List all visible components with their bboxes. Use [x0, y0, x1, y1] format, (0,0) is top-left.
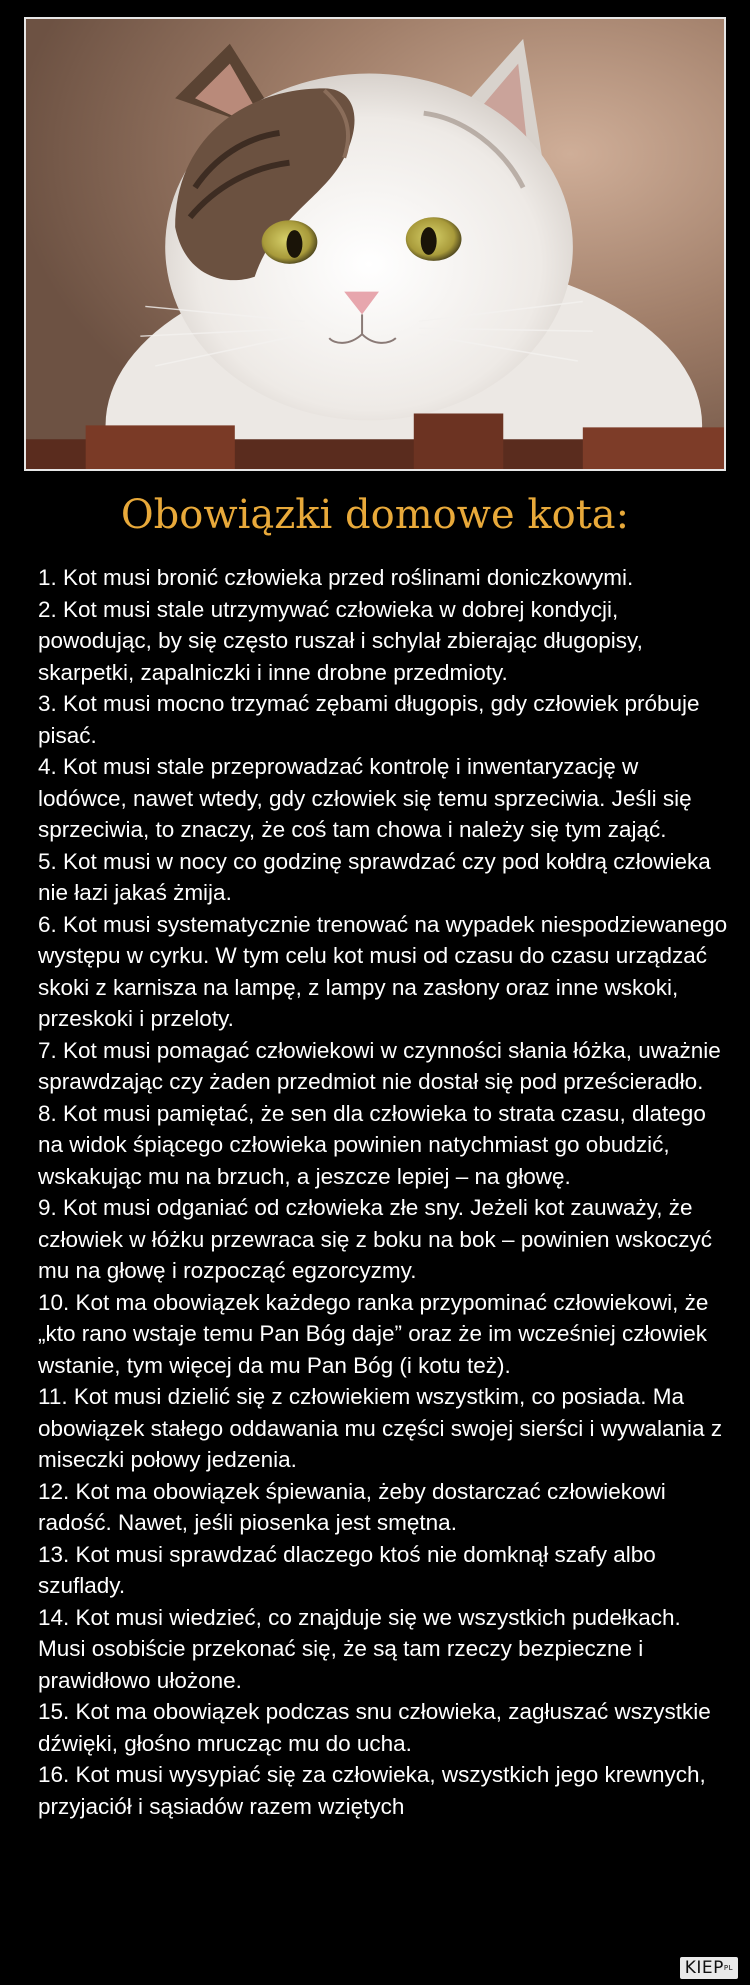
list-item: 3. Kot musi mocno trzymać zębami długopis, gdy człowiek próbuje pisać.: [38, 691, 700, 748]
list-item: 5. Kot musi w nocy co godzinę sprawdzać czy pod kołdrą człowieka nie łazi jakaś żmija.: [38, 848, 711, 905]
list-item: 14. Kot musi wiedzieć, co znajduje się we wszystkich pudełkach. Musi osobiście przekonać się, że są tam rzeczy bezpieczne i prawidłowo ułożone.: [38, 1604, 681, 1693]
site-logo: [680, 1957, 738, 1979]
logo-suffix: PL: [723, 1964, 733, 1972]
list-item: 2. Kot musi stale utrzymywać człowieka w dobrej kondycji, powodując, by się często ruszał i schylał zbierając długopisy, skarpetki, zapalniczki i inne drobne przedmioty.: [38, 596, 643, 685]
list-item: 15. Kot ma obowiązek podczas snu człowieka, zagłuszać wszystkie dźwięki, głośno mrucząc mu do ucha.: [38, 1699, 711, 1756]
list-item: 6. Kot musi systematycznie trenować na wypadek niespodziewanego występu w cyrku. W tym celu kot musi od czasu do czasu urządzać skoki z karnisza na lampę, z lampy na zasłony oraz inne wskoki, przeskoki i przeloty.: [38, 911, 728, 1031]
list-item: 16. Kot musi wysypiać się za człowieka, wszystkich jego krewnych, przyjaciół i sąsiadów razem wziętych: [38, 1762, 706, 1819]
list-item: 1. Kot musi bronić człowieka przed roślinami doniczkowymi.: [38, 565, 634, 590]
list-item: 13. Kot musi sprawdzać dlaczego ktoś nie domknął szafy albo szuflady.: [38, 1541, 656, 1598]
page-title: Obowiązki domowe kota:: [120, 492, 630, 538]
list-item: 8. Kot musi pamiętać, że sen dla człowieka to strata czasu, dlatego na widok śpiącego człowieka powinien natychmiast go obudzić, wskakując mu na brzuch, a jeszcze lepiej – na głowę.: [38, 1100, 706, 1189]
cat-photo-icon: [26, 19, 724, 469]
duties-list: [38, 562, 728, 1822]
list-item: 7. Kot musi pomagać człowiekowi w czynności słania łóżka, uważnie sprawdzając czy żaden przedmiot nie dostał się pod prześcieradło.: [38, 1037, 721, 1094]
cat-photo: [24, 17, 726, 471]
list-item: 4. Kot musi stale przeprowadzać kontrolę i inwentaryzację w lodówce, nawet wtedy, gdy człowiek się temu sprzeciwia. Jeśli się sprzeciwia, to znaczy, że coś tam chowa i należy się tym zająć.: [38, 754, 692, 842]
list-item: 11. Kot musi dzielić się z człowiekiem wszystkim, co posiada. Ma obowiązek stałego oddawania mu części swojej sierści i wywalania z miseczki połowy jedzenia.: [38, 1384, 723, 1472]
list-item: 10. Kot ma obowiązek każdego ranka przypominać człowiekowi, że „kto rano wstaje temu Pan Bóg daje” oraz że im wcześniej człowiek wstanie, tym więcej da mu Pan Bóg (i kotu też).: [38, 1289, 709, 1378]
logo-text: KIEP: [684, 1958, 724, 1978]
list-item: 12. Kot ma obowiązek śpiewania, żeby dostarczać człowiekowi radość. Nawet, jeśli piosenka jest smętna.: [38, 1478, 666, 1535]
list-item: 9. Kot musi odganiać od człowieka złe sny. Jeżeli kot zauważy, że człowiek w łóżku przewraca się z boku na bok – powinien wskoczyć mu na głowę i rozpocząć egzorcyzmy.: [38, 1195, 713, 1283]
